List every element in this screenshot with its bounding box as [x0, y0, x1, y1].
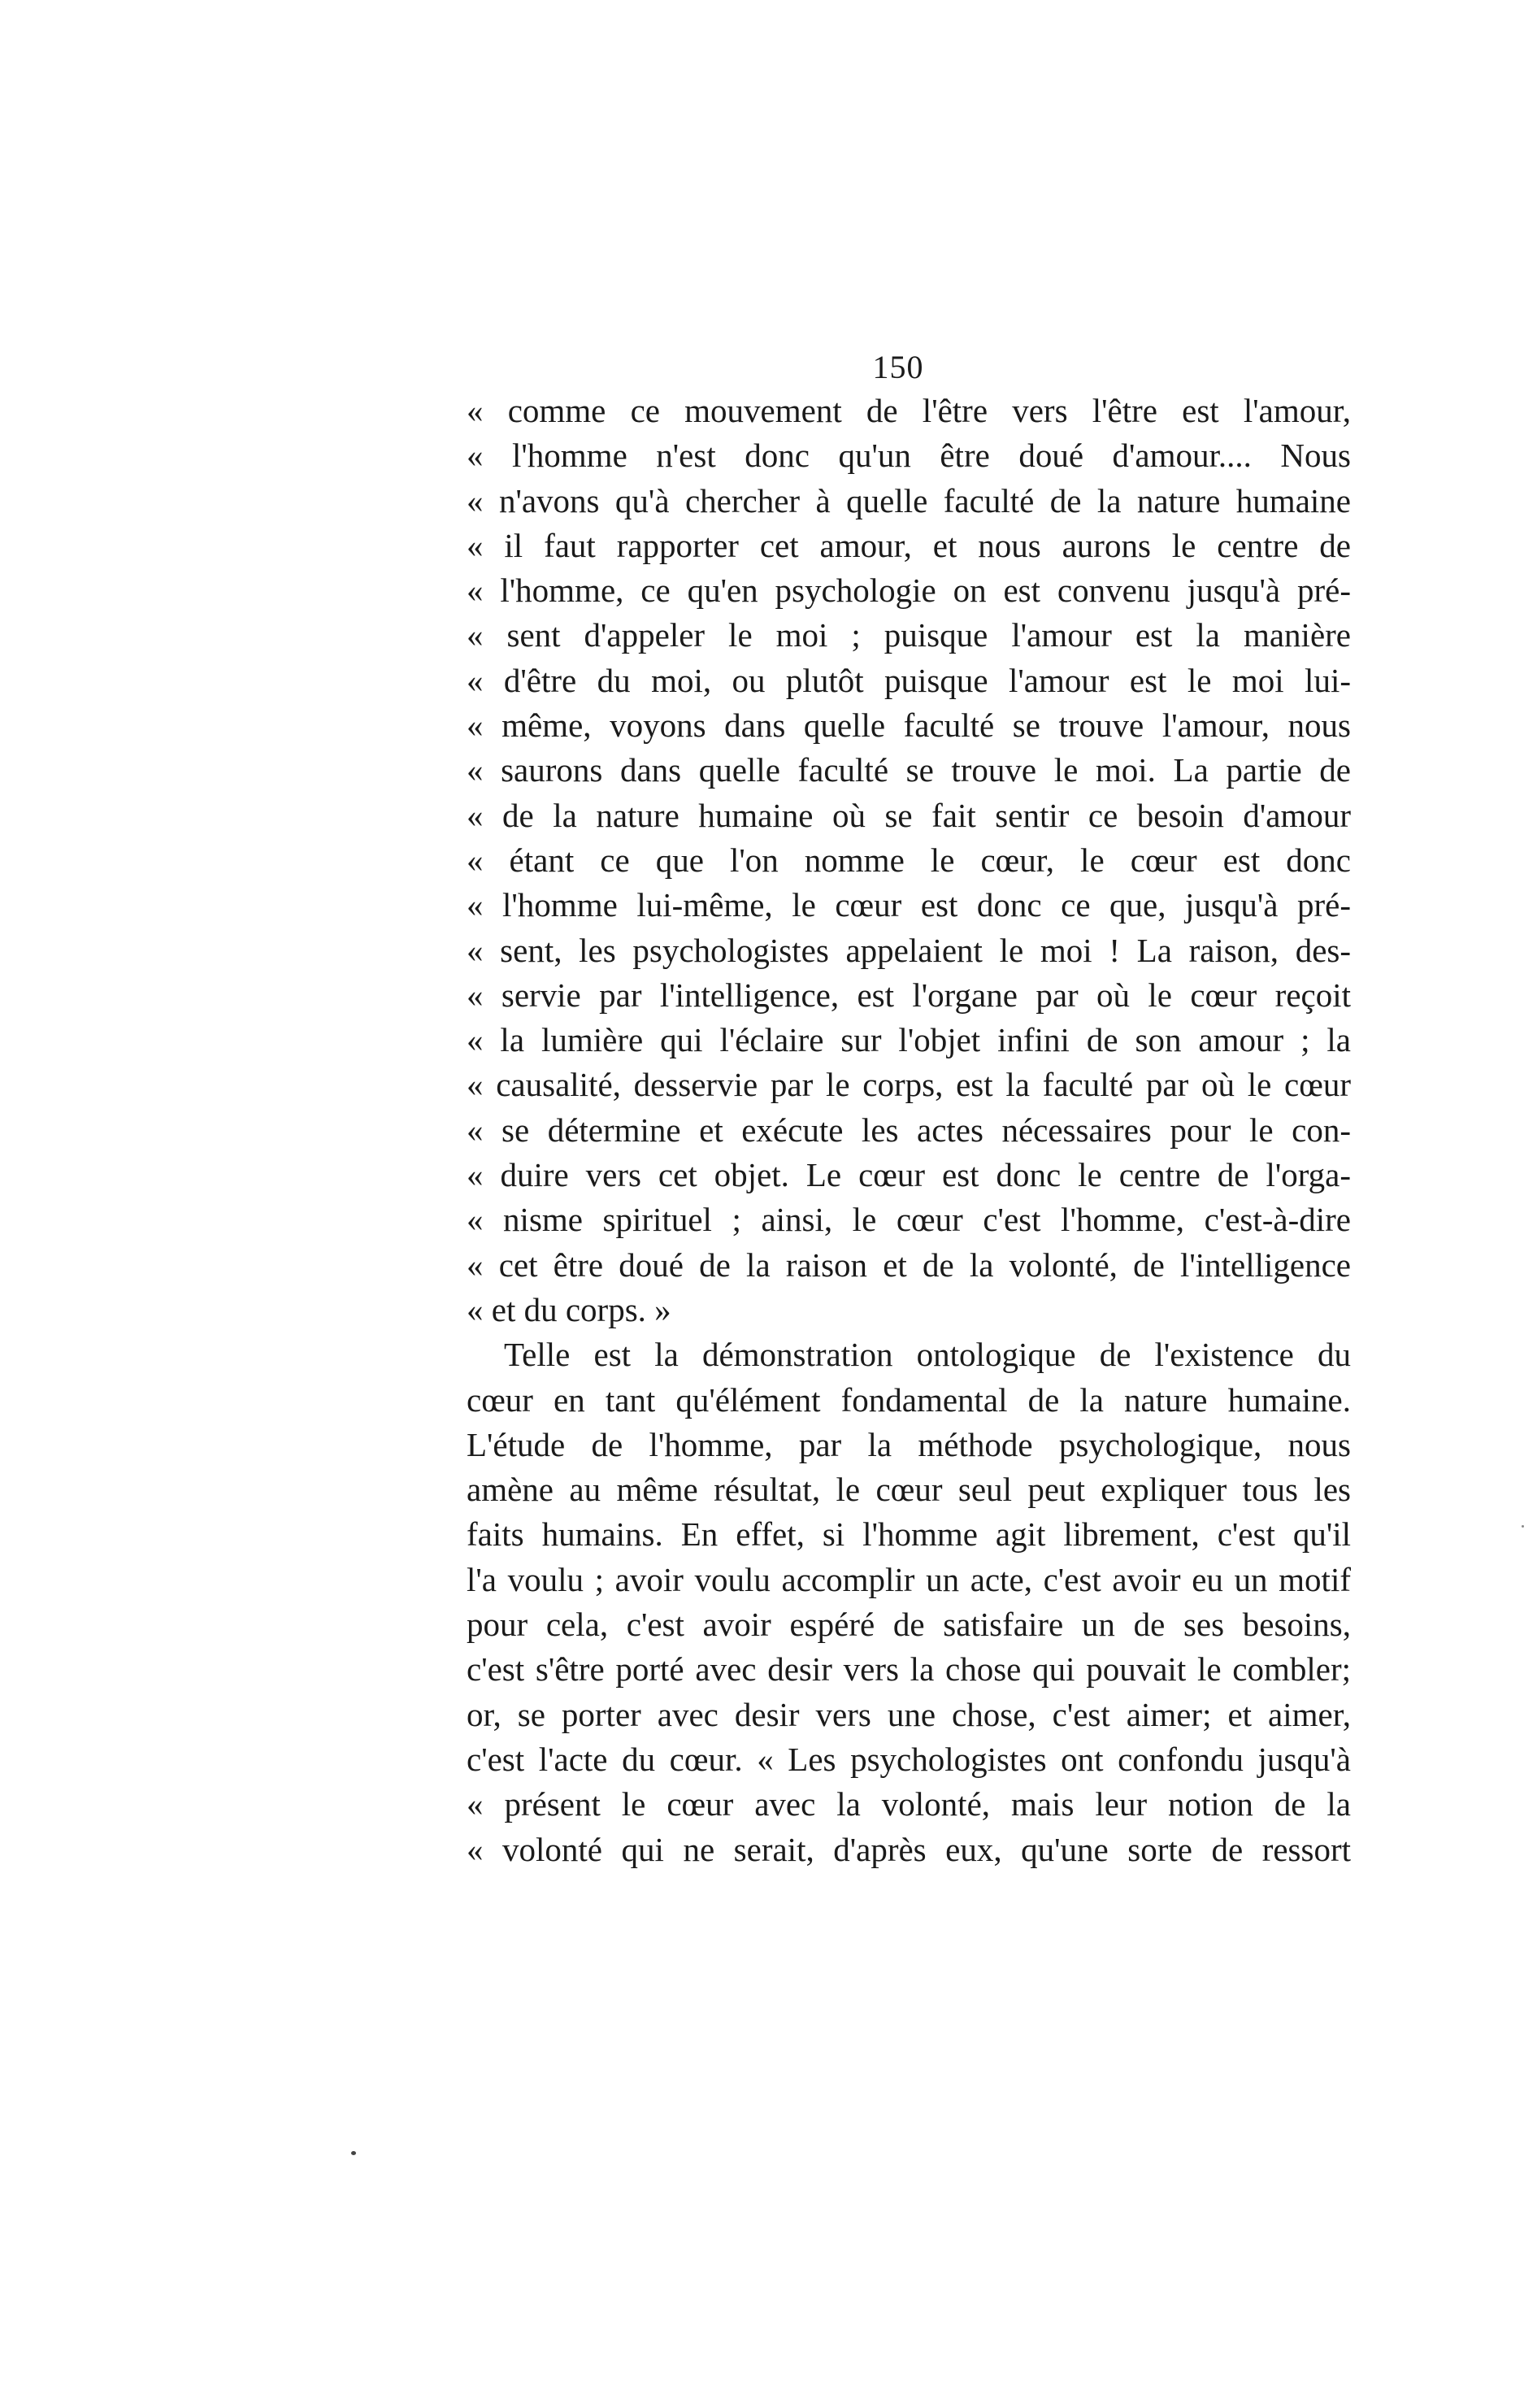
text-line: « même, voyons dans quelle faculté se trouve l'amour, nous: [467, 706, 1351, 745]
text-line: pour cela, c'est avoir espéré de satisfaire un de ses besoins,: [467, 1606, 1351, 1644]
text-line: « l'homme n'est donc qu'un être doué d'amour.... Nous: [467, 437, 1351, 475]
text-line: « sent d'appeler le moi ; puisque l'amour est la manière: [467, 616, 1351, 654]
text-line: « d'être du moi, ou plutôt puisque l'amour est le moi lui-: [467, 661, 1351, 699]
text-line: « et du corps. »: [467, 1290, 671, 1328]
text-line: « étant ce que l'on nomme le cœur, le cœur est donc: [467, 841, 1351, 879]
text-line: « sent, les psychologistes appelaient le moi ! La raison, des-: [467, 931, 1351, 969]
text-line: « duire vers cet objet. Le cœur est donc le centre de l'orga-: [467, 1156, 1351, 1194]
text-line: « l'homme, ce qu'en psychologie on est convenu jusqu'à pré-: [467, 572, 1351, 610]
text-line: « cet être doué de la raison et de la volonté, de l'intelligence: [467, 1245, 1351, 1284]
text-line: « présent le cœur avec la volonté, mais leur notion de la: [467, 1785, 1351, 1823]
text-line: « saurons dans quelle faculté se trouve le moi. La partie de: [467, 751, 1351, 789]
text-line: c'est s'être porté avec desir vers la chose qui pouvait le combler;: [467, 1650, 1351, 1689]
text-line: Telle est la démonstration ontologique de l'existence du: [504, 1336, 1351, 1374]
print-speck: [1522, 1525, 1524, 1528]
text-line: amène au même résultat, le cœur seul peut expliquer tous les: [467, 1471, 1351, 1509]
text-line: « l'homme lui-même, le cœur est donc ce que, jusqu'à pré-: [467, 886, 1351, 924]
text-line: L'étude de l'homme, par la méthode psychologique, nous: [467, 1425, 1351, 1463]
text-line: « se détermine et exécute les actes nécessaires pour le con-: [467, 1111, 1351, 1149]
text-line: « volonté qui ne serait, d'après eux, qu'une sorte de ressort: [467, 1830, 1351, 1868]
text-line: « de la nature humaine où se fait sentir ce besoin d'amour: [467, 796, 1351, 834]
print-speck: [351, 2151, 356, 2155]
text-line: c'est l'acte du cœur. « Les psychologistes ont confondu jusqu'à: [467, 1740, 1351, 1778]
paragraph: [467, 1332, 1351, 1872]
body-text: [467, 389, 1351, 1872]
text-line: « servie par l'intelligence, est l'organe par où le cœur reçoit: [467, 976, 1351, 1014]
text-line: or, se porter avec desir vers une chose, c'est aimer; et aimer,: [467, 1695, 1351, 1733]
text-line: « la lumière qui l'éclaire sur l'objet infini de son amour ; la: [467, 1021, 1351, 1059]
text-line: « il faut rapporter cet amour, et nous aurons le centre de: [467, 526, 1351, 564]
text-line: l'a voulu ; avoir voulu accomplir un acte, c'est avoir eu un motif: [467, 1560, 1351, 1598]
text-line: cœur en tant qu'élément fondamental de la nature humaine.: [467, 1380, 1351, 1419]
text-line: « causalité, desservie par le corps, est la faculté par où le cœur: [467, 1066, 1351, 1104]
text-line: « n'avons qu'à chercher à quelle faculté de la nature humaine: [467, 481, 1351, 519]
text-line: faits humains. En effet, si l'homme agit librement, c'est qu'il: [467, 1515, 1351, 1554]
text-line: « nisme spirituel ; ainsi, le cœur c'est l'homme, c'est-à-dire: [467, 1201, 1351, 1239]
page-number: 150: [872, 349, 924, 385]
text-line: « comme ce mouvement de l'être vers l'être est l'amour,: [467, 392, 1351, 429]
quotation-block: [467, 389, 1351, 1332]
